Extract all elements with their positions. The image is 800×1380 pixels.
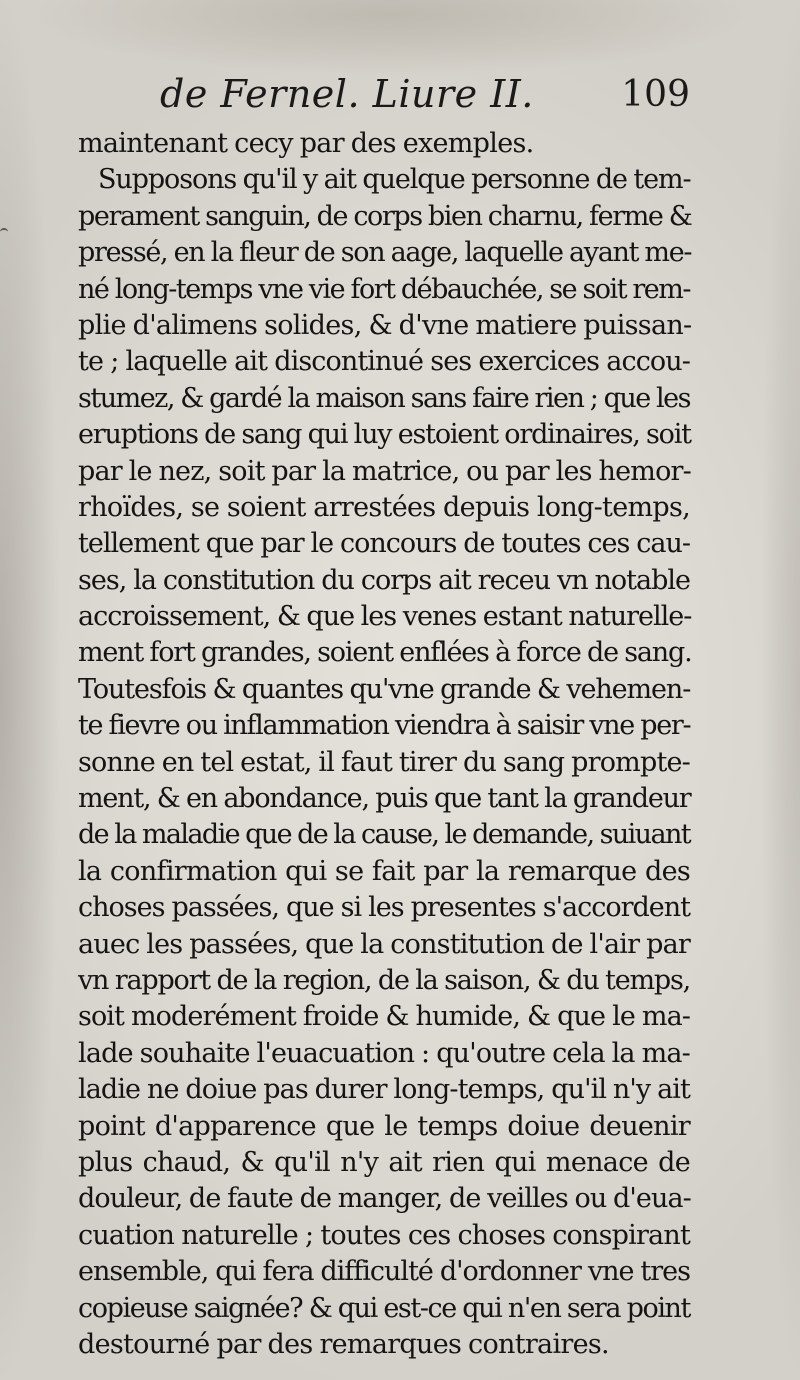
text-line: ment fort grandes, soient enflées à force de sang. [78,637,692,669]
text-line: Supposons qu'il y ait quelque personne de tem- [98,164,691,196]
margin-mark [0,228,8,236]
text-line: te ; laquelle ait discontinué ses exercices accou- [78,346,690,378]
text-line: pressé, en la fleur de son aage, laquelle ayant me- [78,237,692,269]
text-line: maintenant cecy par des exemples. [78,128,534,159]
text-line: ses, la constitution du corps ait receu vn notable [78,564,690,596]
text-line: par le nez, soit par la matrice, ou par les hemor- [78,455,691,487]
running-head [160,72,690,128]
text-line: accroissement, & que les venes estant naturelle- [78,601,692,633]
body-text [78,126,690,1363]
text-line: destourné par des remarques contraires. [78,1328,609,1360]
text-line: plie d'alimens solides, & d'vne matiere puissan- [78,309,692,341]
text-line: stumez, & gardé la maison sans faire rien ; que les [78,382,690,414]
text-line: plus chaud, & qu'il n'y ait rien qui menace de [78,1146,690,1178]
text-line: Toutesfois & quantes qu'vne grande & vehemen- [78,673,691,705]
text-line: te fievre ou inflammation viendra à saisir vne per- [78,710,691,742]
text-line: sonne en tel estat, il faut tirer du sang prompte- [78,746,690,778]
text-line: de la maladie que de la cause, le demande, suiuant [78,819,690,851]
running-title: de Fernel. Liure II. [160,72,534,116]
page-number: 109 [621,74,690,115]
text-line: lade souhaite l'euacuation : qu'outre cela la ma- [78,1037,690,1069]
text-line: ensemble, qui fera difficulté d'ordonner vne tres [78,1256,690,1288]
text-line: la confirmation qui se fait par la remarque des [78,855,690,887]
text-line: né long-temps vne vie fort débauchée, se soit rem- [78,273,690,305]
text-line: tellement que par le concours de toutes ces cau- [78,528,690,560]
text-line: copieuse saignée? & qui est-ce qui n'en sera point [78,1292,690,1324]
text-line: rhoïdes, se soient arrestées depuis long-temps, [78,491,690,523]
text-line: choses passées, que si les presentes s'accordent [78,892,690,924]
text-line: perament sanguin, de corps bien charnu, ferme & [78,200,692,232]
text-line: ladie ne doiue pas durer long-temps, qu'il n'y ait [78,1074,690,1106]
text-line: soit moderément froide & humide, & que le ma- [78,1001,690,1033]
text-line: auec les passées, que la constitution de l'air par [78,928,690,960]
text-line: eruptions de sang qui luy estoient ordinaires, soit [78,419,691,451]
text-line: cuation naturelle ; toutes ces choses conspirant [78,1219,690,1251]
text-line: point d'apparence que le temps doiue deuenir [78,1110,690,1142]
text-line: vn rapport de la region, de la saison, & du temps, [78,964,690,996]
text-line: douleur, de faute de manger, de veilles ou d'eua- [78,1183,691,1215]
text-line: ment, & en abondance, puis que tant la grandeur [78,783,691,815]
